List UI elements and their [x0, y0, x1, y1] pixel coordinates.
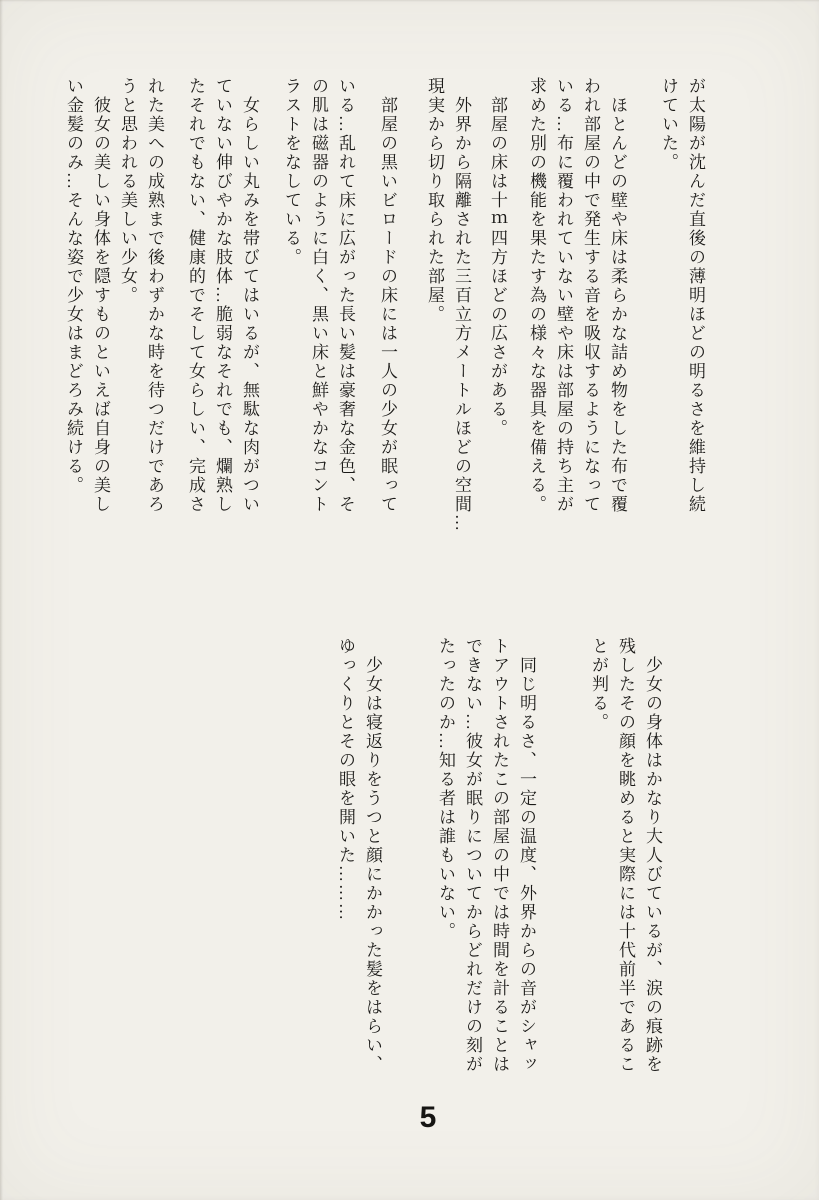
text-column: うと思われる美しい少女。: [118, 77, 137, 305]
text-column: 部屋の床は十ｍ四方ほどの広さがある。: [488, 96, 507, 438]
text-column: 外界から隔離された三百立方メートルほどの空間…: [452, 96, 471, 533]
paragraph-group: [60, 77, 168, 547]
text-column: 残したその顔を眺めると実際には十代前半であるこ: [616, 637, 635, 1074]
text-column: できない…彼女が眠りについてからどれだけの刻が: [463, 637, 482, 1074]
paragraph-group: [332, 637, 386, 1107]
text-column: 部屋の黒いビロードの床には一人の少女が眠って: [378, 96, 397, 514]
text-column: 求めた別の機能を果たす為の様々な器具を備える。: [527, 77, 546, 514]
text-column: いる…布に覆われていない壁や床は部屋の持ち主が: [554, 77, 573, 514]
text-column: とが判る。: [589, 637, 608, 732]
text-block-bottom: [332, 637, 666, 1107]
text-block-top: [60, 77, 709, 547]
text-column: い金髪のみ…そんな姿で少女はまどろみ続ける。: [64, 77, 83, 495]
text-column: れた美への成熟まで後わずかな時を待つだけであろ: [145, 77, 164, 514]
paragraph-group: [523, 77, 631, 547]
text-column: 現実から切り取られた部屋。: [425, 77, 444, 324]
paragraph-group: [421, 77, 475, 547]
paragraph-group: [374, 77, 401, 547]
paragraph-group: [278, 77, 359, 547]
text-column: 彼女の美しい身体を隠すものといえば自身の美し: [91, 96, 110, 514]
text-column: 女らしい丸みを帯びてはいるが、無駄な肉がつい: [240, 96, 259, 514]
page-number: 5: [419, 1101, 437, 1134]
text-column: が太陽が沈んだ直後の薄明ほどの明るさを維持し続: [686, 77, 705, 514]
text-column: 同じ明るさ、一定の温度、外界からの音がシャッ: [517, 656, 536, 1074]
text-column: ゆっくりとその眼を開いた………: [336, 637, 355, 922]
text-column: ほとんどの壁や床は柔らかな詰め物をした布で覆: [608, 96, 627, 514]
text-column: 少女は寝返りをうつと顔にかかった髪をはらい、: [363, 656, 382, 1074]
text-column: ていない伸びやかな肢体…脆弱なそれでも、爛熟し: [213, 77, 232, 514]
paragraph-group: [484, 77, 511, 547]
text-column: 少女の身体はかなり大人びているが、涙の痕跡を: [643, 656, 662, 1074]
text-column: トアウトされたこの部屋の中では時間を計ることは: [490, 637, 509, 1074]
text-column: けていた。: [659, 77, 678, 172]
text-column: たそれでもない、健康的でそして女らしい、完成さ: [186, 77, 205, 514]
paragraph-group: [182, 77, 263, 547]
paragraph-group: [655, 77, 709, 547]
text-column: われ部屋の中で発生する音を吸収するようになって: [581, 77, 600, 514]
text-column: の肌は磁器のように白く、黒い床と鮮やかなコント: [309, 77, 328, 514]
text-column: たったのか…知る者は誰もいない。: [436, 637, 455, 941]
paragraph-group: [432, 637, 540, 1107]
text-column: ラストをなしている。: [282, 77, 301, 267]
text-column: いる…乱れて床に広がった長い髪は豪奢な金色、そ: [336, 77, 355, 514]
paragraph-group: [585, 637, 666, 1107]
